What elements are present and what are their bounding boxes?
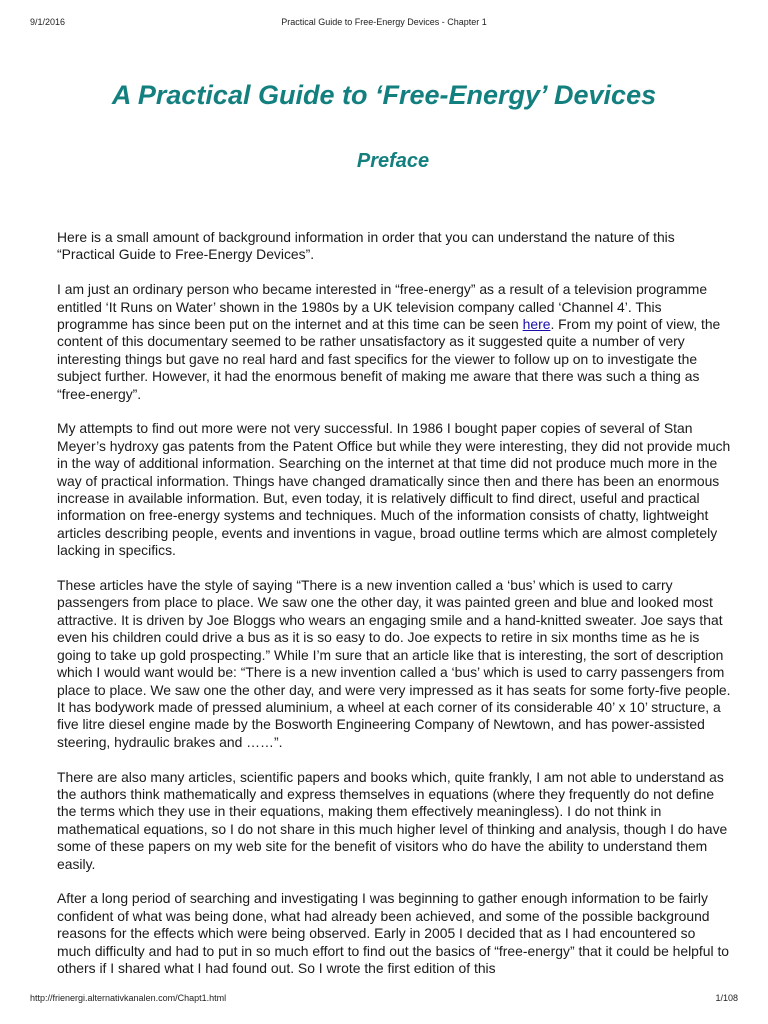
print-doc-title: Practical Guide to Free-Energy Devices - Chapter 1: [281, 17, 487, 27]
document-body: [57, 229, 733, 995]
paragraph-5: There are also many articles, scientific papers and books which, quite frankly, I am not able to understand as the authors think mathematically and express themselves in equations (where they frequently do not define the terms which they use in their equations, making them effectively meaningless). I do not think in mathematical equations, so I do not share in this much higher level of thinking and analysis, though I do have some of these papers on my web site for the benefit of visitors who do have the ability to understand them easily.: [57, 768, 728, 872]
paragraph-2: [57, 281, 733, 403]
paragraph-4: These articles have the style of saying “There is a new invention called a ‘bus’ which is used to carry passengers from place to place. We saw one the other day, it was painted green and blue and looked most attractive. It is driven by Joe Bloggs who wears an engaging smile and a hand-knitted sweater. Joe says that even his children could drive a bus as it is so easy to do. Joe expects to retire in six months time as he is going to take up gold prospecting.” While I’m sure that an article like that is interesting, the sort of description which I would want would be: “There is a new invention called a ‘bus’ which is used to carry passengers from place to place. We saw one the other day, and were very impressed as it has seats for some forty-five people. It has bodywork made of pressed aluminium, a wheel at each corner of its considerable 40’ x 10’ structure, a five litre diesel engine made by the Bosworth Engineering Company of Newtown, and has power-assisted steering, hydraulic brakes and ……”.: [57, 577, 731, 750]
paragraph-2-text-b: . From my point of view, the content of this documentary seemed to be rather unsatisfactory as it suggested quite a number of very interesting things but gave no real hard and fast specifics for the viewer to follow up on to investigate the subject further. However, it had the enormous benefit of making me aware that there was such a thing as “free-energy”.: [57, 316, 721, 402]
paragraph-2-text-a: I am just an ordinary person who became interested in “free-energy” as a result of a television programme entitled ‘It Runs on Water’ shown in the 1980s by a UK television company called ‘Channel 4’. This programme has since been put on the internet and at this time can be seen: [57, 281, 708, 333]
paragraph-1: Here is a small amount of background information in order that you can understand the nature of this “Practical Guide to Free-Energy Devices”.: [57, 229, 675, 263]
print-footer: [30, 993, 738, 1007]
paragraph-6: After a long period of searching and investigating I was beginning to gather enough information to be fairly confident of what was being done, what had already been achieved, and some of the possible background reasons for the effects which were being observed. Early in 2005 I decided that as I had encountered so much difficulty and had to put in so much effort to find out the basics of “free-energy” that it could be helpful to others if I shared what I had found out. So I wrote the first edition of this: [57, 890, 730, 976]
print-date: 9/1/2016: [30, 17, 66, 27]
print-url: http://frienergi.alternativkanalen.com/Chapt1.html: [30, 993, 227, 1003]
print-page-number: 1/108: [715, 993, 738, 1003]
page-title: A Practical Guide to ‘Free-Energy’ Devices: [111, 80, 657, 110]
section-heading-preface: Preface: [356, 150, 430, 172]
here-link[interactable]: here: [522, 316, 551, 333]
print-header: [30, 17, 738, 31]
paragraph-3: My attempts to find out more were not very successful. In 1986 I bought paper copies of several of Stan Meyer’s hydroxy gas patents from the Patent Office but while they were interesting, they did not provide much in the way of additional information. Searching on the internet at that time did not produce much more in the way of practical information. Things have changed dramatically since then and there has been an enormous increase in available information. But, even today, it is relatively difficult to find direct, useful and practical information on free-energy systems and techniques. Much of the information consists of chatty, lightweight articles describing people, events and inventions in vague, broad outline terms which are almost completely lacking in specifics.: [57, 420, 731, 559]
